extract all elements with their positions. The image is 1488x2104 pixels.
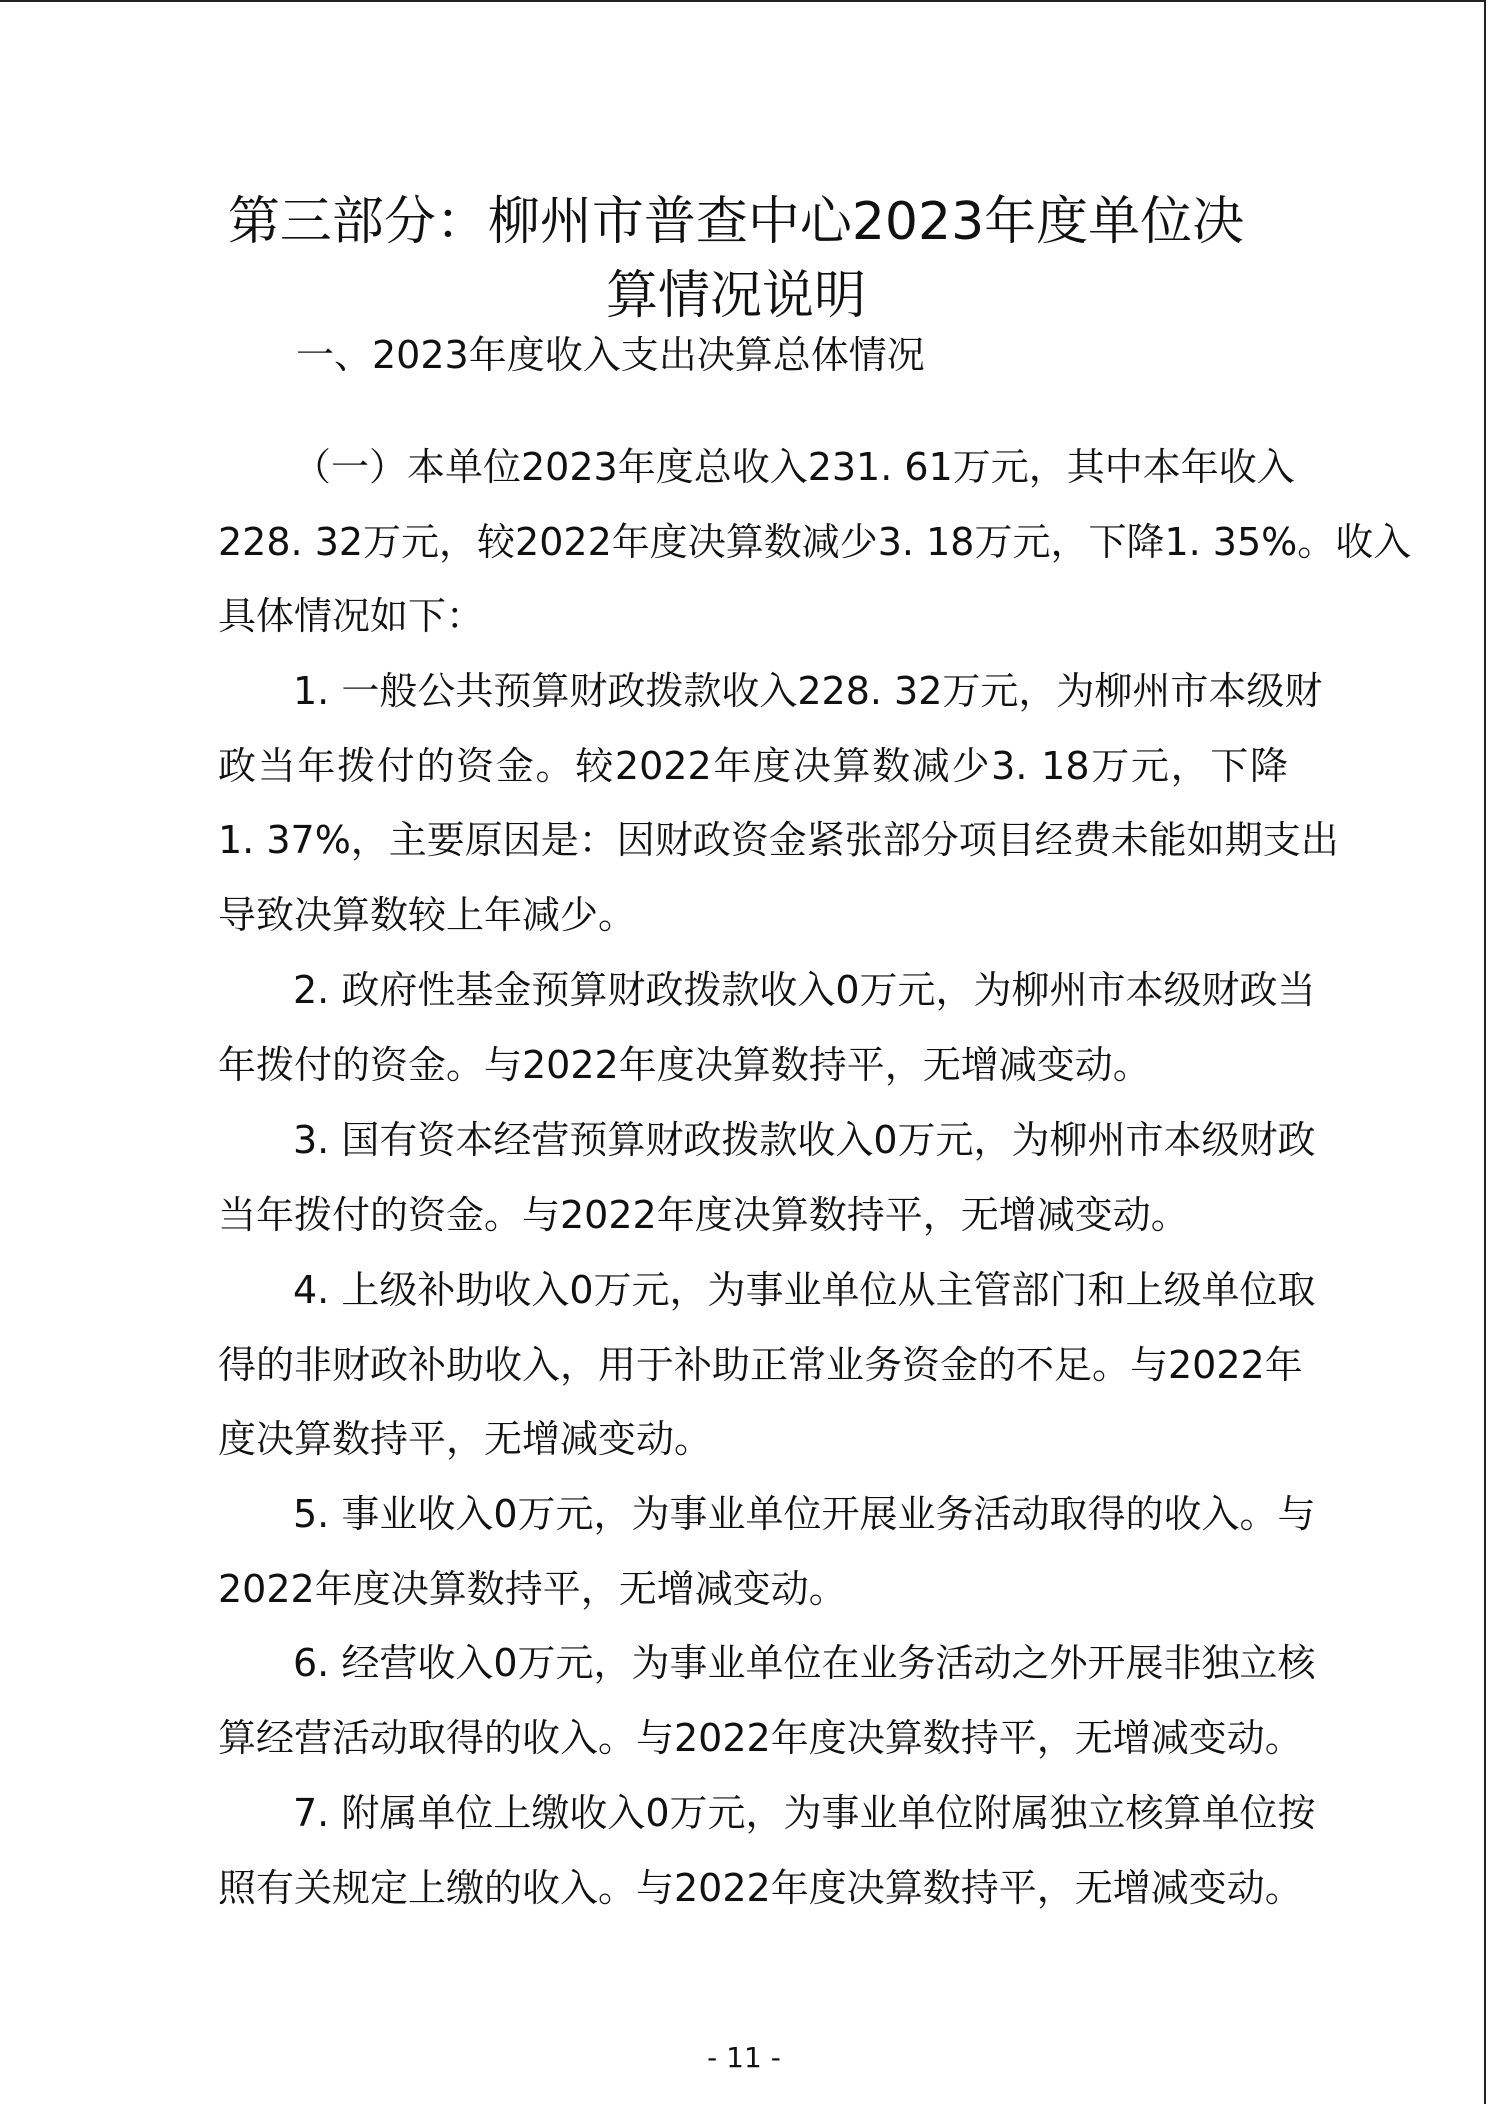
paragraph-line: 1. 37%，主要原因是：因财政资金紧张部分项目经费未能如期支出 bbox=[218, 818, 1339, 862]
paragraph-item-5 bbox=[218, 1477, 1316, 1626]
paragraph-line: （一）本单位2023年度总收入231. 61万元，其中本年收入 bbox=[293, 445, 1295, 489]
paragraph-item-7 bbox=[218, 1776, 1316, 1925]
paragraph-line: 算经营活动取得的收入。与2022年度决算数持平，无增减变动。 bbox=[218, 1715, 1303, 1760]
paragraph-line: 度决算数持平，无增减变动。 bbox=[218, 1417, 713, 1461]
paragraph-line: 7. 附属单位上缴收入0万元，为事业单位附属独立核算单位按 bbox=[293, 1791, 1316, 1835]
title-line-1: 第三部分：柳州市普查中心2023年度单位决 bbox=[227, 191, 1245, 252]
paragraph-total-income bbox=[218, 430, 1412, 654]
paragraph-line: 政当年拨付的资金。较2022年度决算数减少3. 18万元，下降 bbox=[218, 743, 1288, 788]
paragraph-item-3 bbox=[218, 1103, 1316, 1252]
page-number: - 11 - bbox=[707, 2041, 781, 2074]
paragraph-line: 年拨付的资金。与2022年度决算数持平，无增减变动。 bbox=[218, 1042, 1151, 1087]
paragraph-item-6 bbox=[218, 1626, 1316, 1775]
paragraph-line: 当年拨付的资金。与2022年度决算数持平，无增减变动。 bbox=[218, 1192, 1189, 1237]
paragraph-line: 导致决算数较上年减少。 bbox=[218, 892, 637, 937]
paragraph-line: 228. 32万元，较2022年度决算数减少3. 18万元，下降1. 35%。收入 bbox=[218, 519, 1412, 564]
paragraph-item-1 bbox=[218, 654, 1339, 952]
section-heading: 一、2023年度收入支出决算总体情况 bbox=[296, 333, 925, 377]
title-line-2: 算情况说明 bbox=[605, 266, 866, 327]
paragraph-line: 2. 政府性基金预算财政拨款收入0万元，为柳州市本级财政当 bbox=[293, 968, 1316, 1012]
paragraph-line: 1. 一般公共预算财政拨款收入228. 32万元，为柳州市本级财 bbox=[293, 669, 1323, 713]
paragraph-line: 照有关规定上缴的收入。与2022年度决算数持平，无增减变动。 bbox=[218, 1865, 1303, 1910]
paragraph-line: 5. 事业收入0万元，为事业单位开展业务活动取得的收入。与 bbox=[293, 1492, 1316, 1536]
paragraph-line: 2022年度决算数持平，无增减变动。 bbox=[218, 1566, 847, 1611]
page-title bbox=[200, 185, 1272, 334]
paragraph-line: 得的非财政补助收入，用于补助正常业务资金的不足。与2022年 bbox=[218, 1342, 1303, 1387]
paragraph-line: 6. 经营收入0万元，为事业单位在业务活动之外开展非独立核 bbox=[293, 1641, 1316, 1685]
paragraph-line: 3. 国有资本经营预算财政拨款收入0万元，为柳州市本级财政 bbox=[293, 1118, 1316, 1162]
paragraph-item-2 bbox=[218, 953, 1316, 1102]
paragraph-line: 4. 上级补助收入0万元，为事业单位从主管部门和上级单位取 bbox=[293, 1268, 1316, 1312]
paragraph-item-4 bbox=[218, 1253, 1316, 1477]
paragraph-line: 具体情况如下： bbox=[218, 594, 485, 638]
